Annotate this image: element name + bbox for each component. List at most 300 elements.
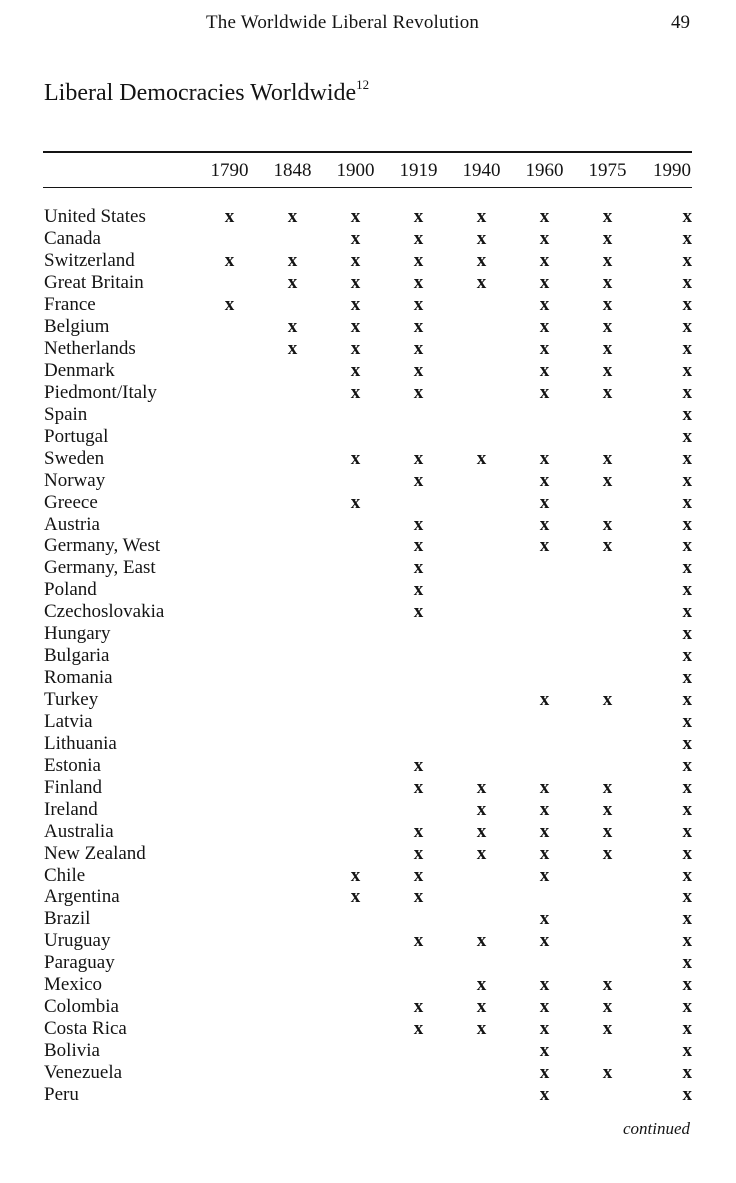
- footnote-marker: 12: [356, 77, 370, 92]
- democracy-mark: [387, 974, 450, 996]
- democracy-mark: x: [413, 447, 424, 469]
- democracy-mark: [324, 645, 387, 667]
- democracy-mark: [387, 689, 450, 711]
- democracy-mark: x: [682, 338, 692, 360]
- democracy-mark: x: [350, 864, 361, 886]
- democracy-mark: [450, 403, 513, 425]
- democracy-mark: [198, 338, 261, 360]
- democracy-mark: x: [602, 776, 613, 798]
- democracy-mark: x: [682, 886, 692, 908]
- democracy-mark: [261, 228, 324, 250]
- democracy-mark: x: [476, 228, 487, 250]
- democracy-mark: x: [413, 842, 424, 864]
- democracy-mark: [261, 996, 324, 1018]
- democracy-mark: [387, 1062, 450, 1084]
- table-row: [44, 798, 692, 820]
- democracy-mark: x: [413, 228, 424, 250]
- democracy-mark: [450, 579, 513, 601]
- democracy-mark: [261, 294, 324, 316]
- table-row: [44, 425, 692, 447]
- democracy-mark: x: [682, 272, 692, 294]
- democracy-mark: [387, 1040, 450, 1062]
- country-name: Brazil: [44, 908, 91, 930]
- democracy-mark: [198, 403, 261, 425]
- democracy-mark: x: [602, 206, 613, 228]
- democracy-mark: [261, 1062, 324, 1084]
- democracy-mark: [324, 689, 387, 711]
- democracy-mark: x: [413, 316, 424, 338]
- democracy-mark: [198, 1062, 261, 1084]
- country-name: Canada: [44, 228, 101, 250]
- table-title-text: Liberal Democracies Worldwide: [44, 80, 357, 106]
- democracy-mark: [324, 930, 387, 952]
- democracy-mark: x: [539, 359, 550, 381]
- democracy-mark: x: [682, 447, 692, 469]
- democracy-mark: x: [682, 250, 692, 272]
- democracy-mark: [261, 403, 324, 425]
- country-name: New Zealand: [44, 842, 146, 864]
- democracy-mark: x: [602, 1018, 613, 1040]
- democracy-mark: [576, 1083, 639, 1105]
- democracy-mark: [261, 557, 324, 579]
- table-row: [44, 403, 692, 425]
- democracy-mark: [450, 1062, 513, 1084]
- democracy-mark: [513, 425, 576, 447]
- country-name: Austria: [44, 513, 100, 535]
- table-row: [44, 623, 692, 645]
- table-row: [44, 228, 692, 250]
- democracy-mark: x: [682, 403, 692, 425]
- democracy-mark: x: [602, 798, 613, 820]
- democracy-mark: [576, 623, 639, 645]
- democracy-mark: [576, 667, 639, 689]
- democracy-mark: [261, 513, 324, 535]
- democracy-mark: [261, 579, 324, 601]
- democracy-mark: x: [539, 1018, 550, 1040]
- democracy-mark: x: [224, 250, 235, 272]
- table-row: [44, 1018, 692, 1040]
- democracy-mark: x: [539, 294, 550, 316]
- table-row: [44, 711, 692, 733]
- democracy-mark: [261, 645, 324, 667]
- democracy-mark: x: [413, 469, 424, 491]
- democracy-mark: [387, 908, 450, 930]
- democracy-mark: x: [682, 710, 692, 732]
- democracy-mark: x: [476, 798, 487, 820]
- democracy-mark: [576, 886, 639, 908]
- democracy-mark: x: [350, 272, 361, 294]
- democracy-mark: [198, 842, 261, 864]
- democracy-mark: x: [602, 974, 613, 996]
- democracy-mark: [387, 425, 450, 447]
- democracy-mark: x: [539, 1083, 550, 1105]
- table-top-rule: [43, 151, 692, 153]
- table-row: [44, 1062, 692, 1084]
- democracy-mark: [450, 1040, 513, 1062]
- democracy-mark: [576, 425, 639, 447]
- democracy-mark: [261, 491, 324, 513]
- democracy-mark: [387, 403, 450, 425]
- table-title: [44, 77, 370, 107]
- democracy-mark: [198, 996, 261, 1018]
- democracy-mark: x: [539, 864, 550, 886]
- democracy-mark: [387, 798, 450, 820]
- democracy-mark: x: [682, 930, 692, 952]
- country-name: Belgium: [44, 316, 110, 338]
- country-name: Paraguay: [44, 952, 115, 974]
- democracy-mark: x: [413, 776, 424, 798]
- democracy-mark: [576, 754, 639, 776]
- democracy-mark: [513, 403, 576, 425]
- democracy-mark: [450, 754, 513, 776]
- country-name: Costa Rica: [44, 1018, 127, 1040]
- democracy-mark: [261, 820, 324, 842]
- democracy-mark: [261, 711, 324, 733]
- democracy-mark: [387, 645, 450, 667]
- democracy-mark: x: [224, 294, 235, 316]
- democracy-mark: x: [413, 272, 424, 294]
- democracy-mark: x: [602, 272, 613, 294]
- country-name: Norway: [44, 469, 106, 491]
- democracy-mark: x: [602, 250, 613, 272]
- country-name: Czechoslovakia: [44, 601, 165, 623]
- democracy-mark: [324, 996, 387, 1018]
- democracy-mark: x: [287, 206, 298, 228]
- democracy-mark: [324, 513, 387, 535]
- democracy-mark: x: [602, 316, 613, 338]
- democracy-mark: [198, 798, 261, 820]
- democracy-mark: x: [682, 996, 692, 1018]
- democracy-mark: x: [682, 228, 692, 250]
- democracy-mark: [450, 864, 513, 886]
- democracy-mark: x: [682, 359, 692, 381]
- democracy-mark: x: [682, 1083, 692, 1105]
- democracy-mark: x: [602, 513, 613, 535]
- democracy-mark: [198, 1018, 261, 1040]
- democracy-mark: x: [413, 381, 424, 403]
- democracy-mark: [324, 711, 387, 733]
- democracy-mark: [513, 601, 576, 623]
- democracy-mark: [576, 645, 639, 667]
- democracy-mark: [198, 864, 261, 886]
- democracy-mark: x: [682, 601, 692, 623]
- democracy-mark: x: [350, 886, 361, 908]
- democracy-mark: x: [682, 689, 692, 711]
- democracy-mark: x: [413, 579, 424, 601]
- democracy-mark: [450, 557, 513, 579]
- country-name: Mexico: [44, 974, 103, 996]
- running-title: The Worldwide Liberal Revolution: [206, 12, 480, 33]
- democracy-mark: [198, 776, 261, 798]
- democracy-mark: [324, 908, 387, 930]
- democracy-mark: [450, 338, 513, 360]
- democracy-mark: x: [350, 206, 361, 228]
- democracy-mark: x: [602, 820, 613, 842]
- democracy-mark: [576, 711, 639, 733]
- democracy-mark: x: [682, 206, 692, 228]
- democracy-mark: [387, 732, 450, 754]
- democracy-mark: [198, 732, 261, 754]
- country-name: Germany, West: [44, 535, 161, 557]
- democracy-mark: x: [413, 206, 424, 228]
- democracy-mark: [450, 601, 513, 623]
- democracy-mark: [324, 403, 387, 425]
- democracy-mark: [513, 952, 576, 974]
- democracy-mark: [324, 469, 387, 491]
- democracy-mark: [198, 1040, 261, 1062]
- democracy-mark: x: [602, 469, 613, 491]
- table-row: [44, 908, 692, 930]
- democracy-mark: [576, 601, 639, 623]
- democracy-mark: [387, 952, 450, 974]
- democracy-mark: [198, 908, 261, 930]
- democracy-mark: [261, 1040, 324, 1062]
- democracy-mark: x: [413, 820, 424, 842]
- democracy-mark: [324, 425, 387, 447]
- democracy-mark: [513, 623, 576, 645]
- democracy-mark: [450, 469, 513, 491]
- country-name: Estonia: [44, 754, 101, 776]
- democracy-mark: x: [539, 381, 550, 403]
- democracy-mark: x: [682, 732, 692, 754]
- democracy-mark: x: [602, 338, 613, 360]
- democracy-mark: x: [682, 469, 692, 491]
- country-name: Turkey: [44, 689, 99, 711]
- democracy-mark: [198, 689, 261, 711]
- democracy-mark: x: [413, 601, 424, 623]
- democracy-mark: [261, 1083, 324, 1105]
- table-row: [44, 579, 692, 601]
- democracy-mark: [261, 930, 324, 952]
- democracy-mark: [513, 645, 576, 667]
- democracy-mark: x: [602, 996, 613, 1018]
- democracy-mark: [261, 776, 324, 798]
- democracy-mark: [261, 667, 324, 689]
- democracy-mark: [450, 667, 513, 689]
- democracy-mark: [261, 1018, 324, 1040]
- democracy-mark: [261, 864, 324, 886]
- country-name: Greece: [44, 491, 98, 513]
- table-row: [44, 447, 692, 469]
- country-name: Uruguay: [44, 930, 111, 952]
- democracy-mark: [324, 557, 387, 579]
- democracy-mark: x: [350, 316, 361, 338]
- democracy-mark: [450, 908, 513, 930]
- democracy-mark: [198, 557, 261, 579]
- democracy-mark: [261, 601, 324, 623]
- country-name: Peru: [44, 1083, 79, 1105]
- democracy-mark: [324, 601, 387, 623]
- democracy-mark: x: [413, 930, 424, 952]
- democracy-mark: [450, 294, 513, 316]
- country-name: Bulgaria: [44, 645, 110, 667]
- year-header: 1975: [588, 159, 627, 181]
- democracy-mark: x: [476, 1018, 487, 1040]
- table-row: [44, 1040, 692, 1062]
- democracy-mark: x: [413, 557, 424, 579]
- democracy-mark: x: [350, 447, 361, 469]
- democracy-mark: [450, 711, 513, 733]
- democracy-mark: [198, 930, 261, 952]
- democracy-mark: x: [476, 974, 487, 996]
- democracy-mark: x: [476, 206, 487, 228]
- democracy-mark: [513, 579, 576, 601]
- header-spacer: [44, 184, 692, 206]
- democracy-mark: [261, 754, 324, 776]
- democracy-mark: x: [682, 557, 692, 579]
- table-row: [44, 535, 692, 557]
- democracy-mark: [261, 623, 324, 645]
- democracy-mark: x: [413, 754, 424, 776]
- democracy-mark: x: [682, 798, 692, 820]
- democracy-mark: x: [682, 535, 692, 557]
- democracy-mark: [324, 667, 387, 689]
- democracy-mark: x: [539, 316, 550, 338]
- democracy-mark: [387, 1083, 450, 1105]
- year-header: 1790: [210, 159, 249, 181]
- democracy-mark: [513, 754, 576, 776]
- year-header: 1960: [525, 159, 564, 181]
- democracy-mark: [450, 952, 513, 974]
- country-name: Sweden: [44, 447, 105, 469]
- table-row: [44, 886, 692, 908]
- country-name: Australia: [44, 820, 114, 842]
- country-name: Colombia: [44, 996, 119, 1018]
- democracy-mark: x: [602, 689, 613, 711]
- democracy-mark: [198, 820, 261, 842]
- democracy-mark: x: [350, 338, 361, 360]
- table-header: [44, 157, 692, 184]
- democracy-mark: [387, 491, 450, 513]
- table-row: [44, 1083, 692, 1105]
- democracy-mark: x: [476, 776, 487, 798]
- democracy-mark: x: [287, 316, 298, 338]
- democracy-mark: [387, 623, 450, 645]
- democracy-mark: [261, 535, 324, 557]
- continued-note: continued: [622, 1119, 690, 1138]
- democracy-mark: x: [539, 1061, 550, 1083]
- democracy-mark: [198, 272, 261, 294]
- democracy-mark: x: [682, 667, 692, 689]
- democracy-mark: x: [602, 842, 613, 864]
- running-head: [0, 12, 736, 38]
- democracy-mark: [198, 579, 261, 601]
- democracy-mark: [198, 425, 261, 447]
- democracy-mark: x: [413, 535, 424, 557]
- table-row: [44, 645, 692, 667]
- country-name: Romania: [44, 667, 113, 689]
- democracy-mark: x: [682, 1040, 692, 1062]
- table-row: [44, 250, 692, 272]
- country-name: Germany, East: [44, 557, 156, 579]
- democracy-mark: [198, 974, 261, 996]
- democracy-mark: [261, 360, 324, 382]
- democracy-mark: x: [539, 996, 550, 1018]
- democracy-mark: x: [539, 447, 550, 469]
- democracy-mark: [198, 1083, 261, 1105]
- country-name: Ireland: [44, 798, 98, 820]
- table-row: [44, 732, 692, 754]
- democracy-mark: [513, 667, 576, 689]
- democracy-mark: [324, 732, 387, 754]
- table-row: [44, 952, 692, 974]
- democracy-mark: [198, 535, 261, 557]
- democracy-mark: [261, 447, 324, 469]
- header-row: [44, 157, 692, 184]
- democracy-mark: [576, 864, 639, 886]
- democracy-mark: x: [413, 864, 424, 886]
- table-row: [44, 974, 692, 996]
- democracy-mark: [576, 491, 639, 513]
- democracy-mark: x: [682, 1061, 692, 1083]
- table-row: [44, 754, 692, 776]
- year-header: 1919: [399, 159, 438, 181]
- democracy-mark: [198, 381, 261, 403]
- democracy-mark: [324, 1083, 387, 1105]
- democracy-mark: x: [682, 513, 692, 535]
- country-name: Latvia: [44, 710, 93, 732]
- country-name: Switzerland: [44, 250, 135, 272]
- democracy-mark: [450, 381, 513, 403]
- table-row: [44, 206, 692, 228]
- democracy-mark: x: [539, 974, 550, 996]
- democracy-mark: x: [539, 535, 550, 557]
- democracy-mark: [450, 513, 513, 535]
- democracy-mark: x: [682, 1018, 692, 1040]
- table-row: [44, 469, 692, 491]
- table-row: [44, 272, 692, 294]
- democracy-mark: x: [682, 579, 692, 601]
- democracy-mark: x: [539, 798, 550, 820]
- democracy-mark: [576, 952, 639, 974]
- democracy-mark: [387, 711, 450, 733]
- table-row: [44, 491, 692, 513]
- democracy-mark: [324, 798, 387, 820]
- democracy-mark: [450, 316, 513, 338]
- democracy-mark: x: [539, 930, 550, 952]
- country-name: France: [44, 294, 96, 316]
- democracy-mark: x: [476, 842, 487, 864]
- table-row: [44, 601, 692, 623]
- table-row: [44, 360, 692, 382]
- democracy-mark: [576, 1040, 639, 1062]
- table-row: [44, 316, 692, 338]
- table-row: [44, 864, 692, 886]
- democracy-mark: [450, 886, 513, 908]
- democracy-mark: x: [682, 645, 692, 667]
- year-header: 1990: [653, 159, 691, 181]
- democracy-mark: x: [539, 228, 550, 250]
- democracy-mark: x: [350, 228, 361, 250]
- democracy-mark: [198, 886, 261, 908]
- democracies-table: [44, 157, 692, 1105]
- country-name: Poland: [44, 579, 97, 601]
- democracy-mark: [324, 1040, 387, 1062]
- democracy-mark: [324, 974, 387, 996]
- democracy-mark: [450, 360, 513, 382]
- democracy-mark: x: [413, 1018, 424, 1040]
- democracy-mark: x: [476, 250, 487, 272]
- country-name: Spain: [44, 403, 88, 425]
- democracy-mark: x: [350, 359, 361, 381]
- country-name: Hungary: [44, 623, 111, 645]
- democracy-mark: x: [476, 820, 487, 842]
- democracy-mark: [513, 732, 576, 754]
- democracy-mark: x: [350, 294, 361, 316]
- democracy-mark: [198, 711, 261, 733]
- democracy-mark: [513, 557, 576, 579]
- country-name: Denmark: [44, 359, 115, 381]
